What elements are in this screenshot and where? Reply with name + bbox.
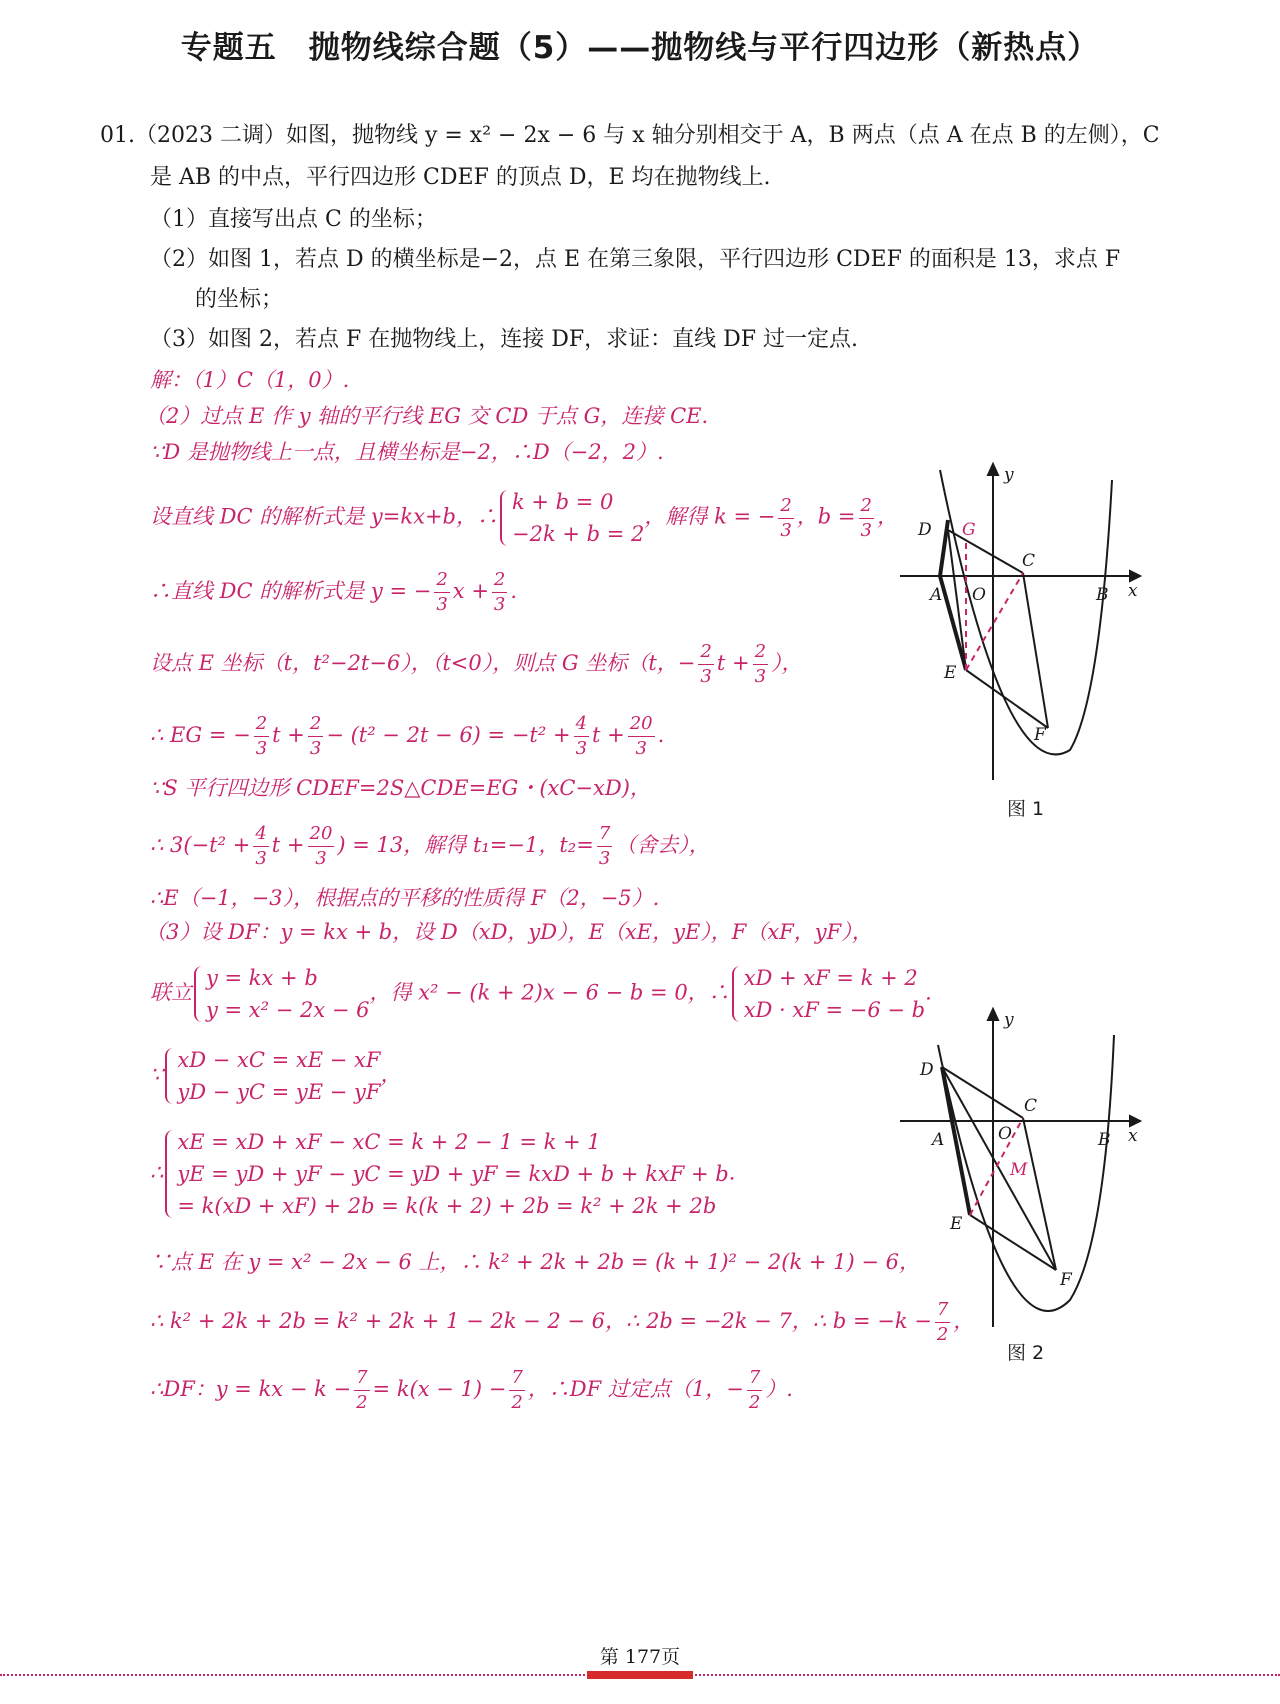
solution-7: ∴ EG = − $\frac{2}{3}$ t + $\frac{2}{3}$ − (t² − 2t − 6) = −t² + $\frac{4}{3}$ t + $\frac{20}{3}$ . (150, 713, 665, 759)
x-axis-arrow (1130, 1116, 1140, 1126)
solution-5: ∴直线 DC 的解析式是 y = − $\frac{2}{3}$ x + $\frac{2}{3}$ . (150, 569, 518, 615)
solution-10: ∴E（−1，−3），根据点的平移的性质得 F（2，−5）. (150, 886, 660, 910)
fig2-label-y: y (1004, 1010, 1014, 1030)
fig1-label-x: x (1128, 581, 1138, 601)
solution-16: ∴ k² + 2k + 2b = k² + 2k + 1 − 2k − 2 − 6，∴ 2b = −2k − 7，∴ b = −k − $\frac{7}{2}$ ， (150, 1299, 975, 1345)
fig1-label-y: y (1004, 465, 1014, 485)
fig1-label-D: D (918, 520, 932, 540)
fig1-label-G: G (962, 520, 976, 540)
fig2-label-E: E (950, 1214, 963, 1234)
y-axis-arrow (988, 1009, 998, 1020)
fig1-label-E: E (944, 663, 957, 683)
x-axis-arrow (1130, 571, 1140, 581)
solution-6: 设点 E 坐标（t，t²−2t−6），（t<0），则点 G 坐标（t，− $\frac{2}{3}$ t + $\frac{2}{3}$ ）， (150, 641, 803, 687)
solution-1: 解：（1）C（1，0）. (150, 368, 350, 392)
fig2-label-B: B (1098, 1130, 1111, 1150)
question-2-cont: 的坐标； (195, 287, 284, 312)
segment-DE (942, 1067, 970, 1215)
figure-1 (900, 460, 1150, 790)
fig1-label-B: B (1096, 585, 1109, 605)
segment-EF (966, 670, 1048, 728)
question-1: （1）直接写出点 C 的坐标； (150, 207, 437, 232)
solution-8: ∵S 平行四边形 CDEF=2S△CDE=EG・(xC−xD)， (150, 776, 651, 800)
segment-DC (942, 1067, 1023, 1118)
figure-2 (900, 1005, 1150, 1335)
fig1-label-O: O (972, 585, 986, 605)
fig2-label-F: F (1060, 1270, 1072, 1290)
fig2-label-M: M (1010, 1160, 1028, 1180)
question-3: （3）如图 2，若点 F 在抛物线上，连接 DF，求证：直线 DF 过一定点. (150, 327, 859, 352)
segment-DC (948, 530, 1023, 573)
fig2-label-D: D (920, 1060, 934, 1080)
segment-CF (1023, 573, 1048, 728)
solution-15: ∵点 E 在 y = x² − 2x − 6 上，∴ k² + 2k + 2b = (k + 1)² − 2(k + 1) − 6， (150, 1250, 920, 1274)
solution-17: ∴DF：y = kx − k − $\frac{7}{2}$ = k(x − 1) − $\frac{7}{2}$ ，∴DF 过定点（1，− $\frac{7}{2}$ ）. (150, 1367, 793, 1413)
page-title: 专题五 抛物线综合题（5）——抛物线与平行四边形（新热点） (180, 30, 1100, 66)
segment-EF (970, 1215, 1056, 1270)
fig1-label-F: F (1034, 725, 1046, 745)
solution-2: （2）过点 E 作 y 轴的平行线 EG 交 CD 于点 G，连接 CE. (145, 404, 709, 428)
solution-13: ∵ xD − xC = xE − xF yD − yC = yE − yF ， (150, 1044, 401, 1108)
y-axis-arrow (988, 464, 998, 475)
fig2-label-O: O (998, 1124, 1012, 1144)
solution-4: 设直线 DC 的解析式是 y=kx+b，∴ k + b = 0 −2k + b = 2 ，解得 k = − $\frac{2}{3}$ ，b = $\frac{2}{3}$ ， (150, 486, 898, 550)
fig2-label-A: A (932, 1130, 945, 1150)
footer-accent-bar (587, 1671, 693, 1679)
page-number: 第 177页 (599, 1646, 681, 1668)
figure-1-caption: 图 1 (1007, 798, 1045, 820)
solution-9: ∴ 3(−t² + $\frac{4}{3}$ t + $\frac{20}{3}$ ) = 13，解得 t₁=−1，t₂= $\frac{7}{3}$ （舍去）， (150, 823, 710, 869)
problem-line-1: 01.（2023 二调）如图，抛物线 y = x² − 2x − 6 与 x 轴分别相交于 A，B 两点（点 A 在点 B 的左侧），C (100, 123, 1160, 148)
fig1-label-A: A (930, 585, 943, 605)
fig1-label-C: C (1022, 551, 1036, 571)
solution-11: （3）设 DF：y = kx + b，设 D（xD，yD），E（xE，yE），F（xF，yF）， (145, 920, 873, 944)
question-2: （2）如图 1，若点 D 的横坐标是−2，点 E 在第三象限，平行四边形 CDEF 的面积是 13，求点 F (150, 247, 1121, 272)
fig2-label-x: x (1128, 1126, 1138, 1146)
figure-2-caption: 图 2 (1007, 1342, 1045, 1364)
solution-3: ∵D 是抛物线上一点，且横坐标是−2，∴D（−2，2）. (150, 440, 664, 464)
solution-12: 联立 y = kx + b y = x² − 2x − 6 ，得 x² − (k + 2)x − 6 − b = 0，∴ xD + xF = k + 2 xD · xF = −6 − b . (150, 962, 932, 1026)
segment-CF (1023, 1118, 1056, 1270)
solution-14: ∴ xE = xD + xF − xC = k + 2 − 1 = k + 1 yE = yD + yF − yC = yD + yF = kxD + b + kxF + b = k(xD + xF) + 2b = k(k + 2) + 2b = k² + 2k + 2b . (150, 1126, 735, 1222)
fig2-label-C: C (1024, 1096, 1038, 1116)
problem-line-2: 是 AB 的中点，平行四边形 CDEF 的顶点 D，E 均在抛物线上. (150, 165, 771, 190)
